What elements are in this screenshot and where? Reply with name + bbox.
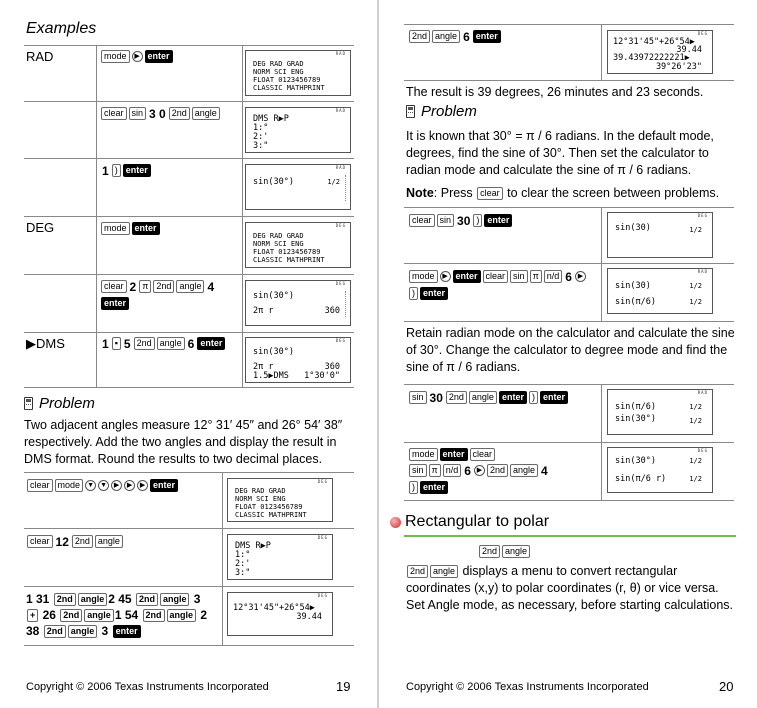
sin-key: sin xyxy=(510,270,528,283)
screen-line: FLOAT 0123456789 xyxy=(253,248,321,256)
2nd-key: 2nd xyxy=(479,545,500,558)
digits: 6 xyxy=(565,269,572,284)
clear-key: clear xyxy=(101,107,127,120)
calculator-screen xyxy=(245,337,351,383)
screen-line: 1.5▶DMS xyxy=(253,371,289,381)
angle-key: angle xyxy=(167,609,197,622)
screen-line: 3:" xyxy=(235,568,251,578)
key-sequence xyxy=(478,543,531,559)
screen-status: RAD xyxy=(335,51,346,56)
screen-line: 1:° xyxy=(253,123,269,133)
table-rule xyxy=(404,442,734,443)
calculator-icon xyxy=(406,105,415,118)
table-rule xyxy=(404,80,734,81)
table-vline xyxy=(242,45,243,387)
digits: 5 xyxy=(123,336,131,351)
angle-key: angle xyxy=(502,545,530,558)
digits: 2 xyxy=(129,279,137,294)
screen-line: sin(30°) xyxy=(253,291,294,301)
enter-key: enter xyxy=(420,481,448,494)
sin-key: sin xyxy=(409,391,427,404)
2nd-key: 2nd xyxy=(72,535,93,548)
angle-key: angle xyxy=(432,30,460,43)
screen-line: sin(30°) xyxy=(615,456,656,466)
problem-title: Problem xyxy=(39,395,95,412)
key-sequence xyxy=(26,477,179,493)
calculator-screen xyxy=(607,212,713,258)
screen-line: DMS R▶P xyxy=(235,541,271,551)
key-sequence xyxy=(408,268,598,301)
angle-key: angle xyxy=(510,464,538,477)
table-rule xyxy=(404,384,734,385)
screen-status: DEG xyxy=(697,213,708,218)
screen-line: FLOAT 0123456789 xyxy=(235,503,303,511)
calculator-screen xyxy=(245,107,351,153)
screen-status: RAD xyxy=(335,165,346,170)
pi-key: π xyxy=(139,280,151,293)
close-paren-key: ) xyxy=(409,287,418,300)
screen-status: RAD xyxy=(335,108,346,113)
problem-heading xyxy=(406,103,477,120)
table-rule xyxy=(24,586,354,587)
pi-key: π xyxy=(530,270,542,283)
table-rule xyxy=(24,332,354,333)
screen-result: 1/2 xyxy=(689,457,702,465)
screen-result: 360 xyxy=(324,306,340,316)
screen-result: 39.44 xyxy=(676,45,702,55)
digits: 30 xyxy=(457,213,471,228)
footer-copyright: Copyright © 2006 Texas Instruments Incorporated xyxy=(406,681,649,693)
down-arrow-key: ▼ xyxy=(85,480,96,491)
screen-result: 1/2 xyxy=(689,226,702,234)
row-label-rad: RAD xyxy=(26,49,54,64)
table-rule xyxy=(404,207,734,208)
pi-key: π xyxy=(429,464,441,477)
digits: 4 xyxy=(207,279,215,294)
screen-line: sin(30°) xyxy=(253,177,294,187)
screen-line: CLASSIC MATHPRINT xyxy=(235,511,307,519)
row-label-deg: DEG xyxy=(26,220,55,235)
screen-line: 1:° xyxy=(235,550,251,560)
left-page xyxy=(0,0,377,708)
2nd-key: 2nd xyxy=(54,593,76,606)
key-line: + 26 2nd angle 1 54 2nd angle 2 xyxy=(26,607,220,623)
clear-key: clear xyxy=(470,448,496,461)
key-sequence xyxy=(100,278,240,311)
right-arrow-key: ▶ xyxy=(440,271,451,282)
calculator-screen xyxy=(607,268,713,314)
right-arrow-key: ▶ xyxy=(137,480,148,491)
note-before: : Press xyxy=(433,186,473,200)
screen-scrollbar xyxy=(345,291,348,317)
close-paren-key: ) xyxy=(112,164,121,177)
calculator-screen xyxy=(227,478,333,522)
table-rule xyxy=(24,274,354,275)
note-after: to clear the screen between problems. xyxy=(507,186,720,200)
sin-key: sin xyxy=(409,464,427,477)
table-vline xyxy=(601,24,602,80)
right-arrow-key: ▶ xyxy=(132,51,143,62)
enter-key: enter xyxy=(420,287,448,300)
sin-key: sin xyxy=(129,107,147,120)
angle-key: angle xyxy=(95,535,123,548)
screen-line: 39.43972222221▶ xyxy=(613,53,690,63)
2nd-key: 2nd xyxy=(143,609,165,622)
examples-title: Examples xyxy=(26,20,97,37)
page-gutter xyxy=(377,0,379,708)
screen-result: 1/2 xyxy=(689,417,702,425)
calculator-screen xyxy=(227,534,333,580)
angle-key: angle xyxy=(78,593,108,606)
screen-result: 39.44 xyxy=(296,612,322,622)
enter-key: enter xyxy=(145,50,173,63)
screen-status: DEG xyxy=(697,31,708,36)
plus-key: + xyxy=(27,609,38,622)
screen-result: 360 xyxy=(324,362,340,372)
screen-status: DEG xyxy=(335,281,346,286)
table-rule xyxy=(24,645,354,646)
angle-key: angle xyxy=(176,280,204,293)
key-sequence xyxy=(100,162,152,179)
screen-line: DEG RAD GRAD xyxy=(253,232,304,240)
retain-text: Retain radian mode on the calculator and calculate the sine of 30°. Change the calculator to degree mode and find the sine of π / 6 radians. xyxy=(406,326,735,374)
digits: 3 0 xyxy=(149,106,166,121)
bullet-icon xyxy=(390,517,401,528)
screen-status: DEG xyxy=(335,223,346,228)
2nd-key: 2nd xyxy=(409,30,430,43)
section-underline xyxy=(404,535,736,537)
result-text: The result is 39 degrees, 26 minutes and 23 seconds. xyxy=(406,85,704,99)
table-rule xyxy=(404,500,734,501)
digits: 12 xyxy=(55,534,69,549)
decimal-key: ▪ xyxy=(112,337,121,350)
screen-line: 2:' xyxy=(253,132,269,142)
screen-scrollbar xyxy=(345,175,348,201)
right-arrow-key: ▶ xyxy=(474,465,485,476)
table-rule xyxy=(404,321,734,322)
angle-key: angle xyxy=(84,609,114,622)
2nd-key: 2nd xyxy=(407,565,428,578)
table-vline xyxy=(96,45,97,387)
2nd-key: 2nd xyxy=(134,337,155,350)
screen-line: sin(30°) xyxy=(615,414,656,424)
key-sequence xyxy=(100,48,174,64)
clear-key: clear xyxy=(27,535,53,548)
page-number: 20 xyxy=(719,679,734,694)
screen-status: DEG xyxy=(317,479,328,484)
angle-key: angle xyxy=(430,565,458,578)
note-label: Note xyxy=(406,186,434,200)
table-rule xyxy=(24,528,354,529)
clear-key: clear xyxy=(483,270,509,283)
digits: 6 xyxy=(187,336,195,351)
table-rule xyxy=(404,263,734,264)
table-rule xyxy=(24,101,354,102)
mode-key: mode xyxy=(101,222,130,235)
2nd-key: 2nd xyxy=(487,464,508,477)
key-sequence xyxy=(408,446,598,495)
2nd-key: 2nd xyxy=(136,593,158,606)
screen-result: 1/2 xyxy=(689,282,702,290)
table-rule xyxy=(24,216,354,217)
key-line: 1 31 2nd angle 2 45 2nd angle 3 xyxy=(26,592,201,606)
screen-status: DEG xyxy=(697,448,708,453)
calculator-screen xyxy=(245,280,351,326)
screen-line: NORM SCI ENG xyxy=(235,495,286,503)
angle-key: angle xyxy=(157,337,185,350)
screen-line: 2π r xyxy=(253,306,274,316)
enter-key: enter xyxy=(440,448,468,461)
key-sequence xyxy=(100,105,221,122)
calculator-screen xyxy=(245,164,351,210)
close-paren-key: ) xyxy=(529,391,538,404)
screen-line: 12°31'45"+26°54▶ xyxy=(233,603,315,613)
problem-text: It is known that 30° = π / 6 radians. In the default mode, degrees, find the sine of 30°. Then set the calculator to radian mode and calculate the sine of π / 6 radians. xyxy=(406,129,714,177)
enter-key: enter xyxy=(101,297,129,310)
digits: 4 xyxy=(541,463,548,478)
section-heading xyxy=(390,513,549,531)
enter-key: enter xyxy=(453,270,481,283)
key-sequence xyxy=(26,533,124,550)
problem-heading xyxy=(24,395,95,412)
screen-line: DEG RAD GRAD xyxy=(253,60,304,68)
screen-status: RAD xyxy=(697,390,708,395)
2nd-key: 2nd xyxy=(446,391,467,404)
screen-line: sin(π/6 r) xyxy=(615,474,667,484)
note-text xyxy=(406,185,738,202)
calculator-screen xyxy=(245,50,351,96)
screen-result: 1°30'0" xyxy=(304,371,340,381)
enter-key: enter xyxy=(484,214,512,227)
clear-key: clear xyxy=(27,479,53,492)
digits: 30 xyxy=(429,390,443,405)
enter-key: enter xyxy=(197,337,225,350)
screen-line: sin(30°) xyxy=(253,347,294,357)
mode-key: mode xyxy=(55,479,84,492)
digits: 1 xyxy=(102,336,109,351)
table-vline xyxy=(601,384,602,500)
key-sequence xyxy=(100,335,226,352)
table-rule xyxy=(24,45,354,46)
table-vline xyxy=(222,472,223,645)
right-arrow-key: ▶ xyxy=(575,271,586,282)
table-vline xyxy=(601,207,602,321)
close-paren-key: ) xyxy=(473,214,482,227)
angle-key: angle xyxy=(469,391,497,404)
section-body: displays a menu to convert rectangular coordinates (x,y) to polar coordinates (r, θ) or vice versa. Set Angle mode, as necessary, before starting calculations. xyxy=(406,564,734,612)
screen-line: sin(30) xyxy=(615,223,651,233)
screen-result: 39°26'23" xyxy=(655,62,702,72)
table-rule xyxy=(24,472,354,473)
table-rule xyxy=(24,387,354,388)
close-paren-key: ) xyxy=(409,481,418,494)
2nd-key: 2nd xyxy=(153,280,174,293)
key-sequence xyxy=(100,220,161,236)
enter-key: enter xyxy=(132,222,160,235)
screen-status: DEG xyxy=(317,535,328,540)
enter-key: enter xyxy=(150,479,178,492)
right-arrow-key: ▶ xyxy=(111,480,122,491)
screen-line: 12°31'45"+26°54▶ xyxy=(613,37,695,47)
table-rule xyxy=(404,24,734,25)
right-arrow-key: ▶ xyxy=(124,480,135,491)
enter-key: enter xyxy=(123,164,151,177)
screen-line: 2:' xyxy=(235,559,251,569)
footer-copyright: Copyright © 2006 Texas Instruments Incorporated xyxy=(26,681,269,693)
fraction-key: n/d xyxy=(443,464,462,477)
screen-status: RAD xyxy=(697,269,708,274)
screen-result: 1/2 xyxy=(689,403,702,411)
screen-line: 2π r xyxy=(253,362,274,372)
screen-line: NORM SCI ENG xyxy=(253,240,304,248)
screen-line: sin(π/6) xyxy=(615,297,656,307)
clear-key: clear xyxy=(101,280,127,293)
enter-key: enter xyxy=(113,625,141,638)
key-sequence xyxy=(26,591,220,639)
digits: 6 xyxy=(463,29,470,44)
key-sequence xyxy=(408,389,569,406)
clear-key: clear xyxy=(477,187,503,200)
table-rule xyxy=(24,158,354,159)
angle-key: angle xyxy=(68,625,98,638)
angle-key: angle xyxy=(192,107,220,120)
key-line: 38 2nd angle 3 enter xyxy=(26,623,220,639)
screen-line: CLASSIC MATHPRINT xyxy=(253,84,325,92)
screen-line: FLOAT 0123456789 xyxy=(253,76,321,84)
screen-line: DMS R▶P xyxy=(253,114,289,124)
screen-status: DEG xyxy=(335,338,346,343)
screen-line: CLASSIC MATHPRINT xyxy=(253,256,325,264)
page-number: 19 xyxy=(336,679,351,694)
calculator-screen xyxy=(607,389,713,435)
enter-key: enter xyxy=(473,30,501,43)
screen-line: 3:" xyxy=(253,141,269,151)
angle-key: angle xyxy=(160,593,190,606)
calculator-screen xyxy=(607,30,713,74)
mode-key: mode xyxy=(101,50,130,63)
section-title: Rectangular to polar xyxy=(405,513,550,530)
right-page xyxy=(380,0,757,708)
calculator-screen xyxy=(227,592,333,636)
problem-title: Problem xyxy=(421,103,477,120)
screen-line: sin(30) xyxy=(615,281,651,291)
problem-text: Two adjacent angles measure 12° 31′ 45″ and 26° 54′ 38″ respectively. Add the two angles and display the result in DMS format. Round the results to two decimal places. xyxy=(24,418,343,466)
clear-key: clear xyxy=(409,214,435,227)
enter-key: enter xyxy=(540,391,568,404)
2nd-key: 2nd xyxy=(44,625,66,638)
calculator-icon xyxy=(24,397,33,410)
sin-key: sin xyxy=(437,214,455,227)
down-arrow-key: ▼ xyxy=(98,480,109,491)
section-text xyxy=(406,563,740,614)
mode-key: mode xyxy=(409,448,438,461)
fraction-key: n/d xyxy=(544,270,563,283)
screen-status: DEG xyxy=(317,593,328,598)
2nd-key: 2nd xyxy=(169,107,190,120)
screen-line: sin(π/6) xyxy=(615,402,656,412)
digits: 6 xyxy=(464,463,471,478)
row-label-dms: ▶DMS xyxy=(26,336,65,351)
screen-result: 1/2 xyxy=(689,475,702,483)
screen-result: 1/2 xyxy=(689,298,702,306)
calculator-screen xyxy=(245,222,351,268)
digits: 1 xyxy=(102,163,109,178)
enter-key: enter xyxy=(499,391,527,404)
key-sequence xyxy=(408,212,513,229)
calculator-screen xyxy=(607,447,713,493)
screen-line: NORM SCI ENG xyxy=(253,68,304,76)
screen-line: DEG RAD GRAD xyxy=(235,487,286,495)
screen-result: 1/2 xyxy=(327,178,340,186)
key-sequence xyxy=(408,28,502,45)
2nd-key: 2nd xyxy=(60,609,82,622)
mode-key: mode xyxy=(409,270,438,283)
